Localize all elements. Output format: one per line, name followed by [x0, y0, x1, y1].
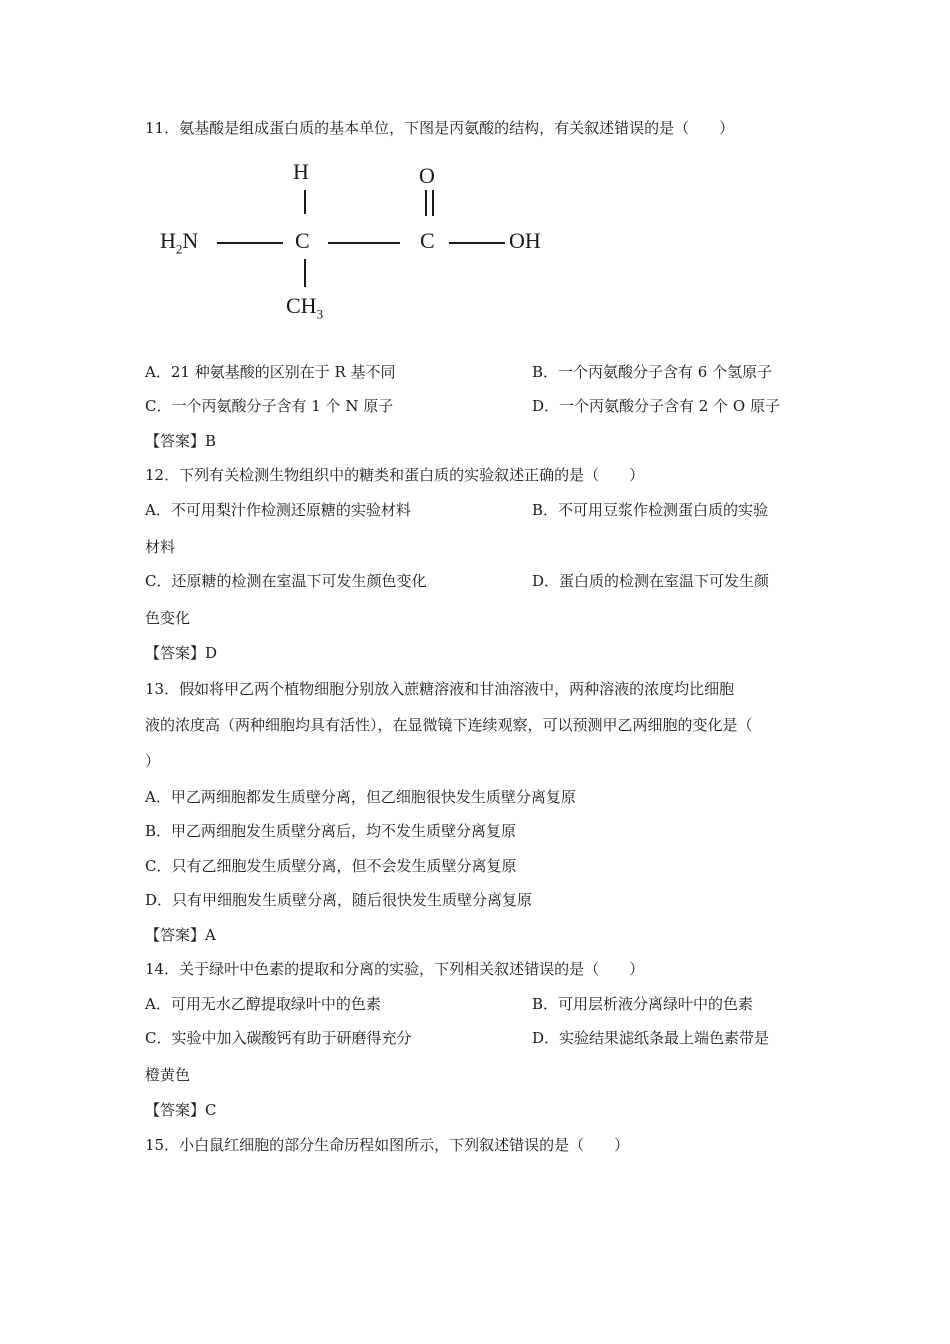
q14-option-b: B．可用层析液分离绿叶中的色素 — [532, 995, 754, 1013]
q11-stem: 11．氨基酸是组成蛋白质的基本单位，下图是丙氨酸的结构，有关叙述错误的是（ ） — [145, 119, 735, 137]
q13-stem-line3: ） — [145, 752, 161, 770]
q12-option-b: B．不可用豆浆作检测蛋白质的实验 — [532, 501, 769, 519]
q15-stem: 15．小白鼠红细胞的部分生命历程如图所示，下列叙述错误的是（ ） — [145, 1136, 630, 1154]
q14-option-d: D．实验结果滤纸条最上端色素带是 — [532, 1029, 770, 1047]
bond-c-h — [304, 190, 306, 214]
bond-c-ch3 — [304, 259, 306, 287]
amino-h: H — [160, 228, 176, 253]
q13-stem-line1: 13．假如将甲乙两个植物细胞分别放入蔗糖溶液和甘油溶液中，两种溶液的浓度均比细胞 — [145, 680, 735, 698]
carbonyl-oxygen: O — [419, 163, 435, 188]
hydrogen-top: H — [293, 159, 309, 184]
q13-answer: 【答案】A — [145, 926, 216, 944]
bond-n-c — [217, 242, 283, 244]
q12-option-a: A．不可用梨汁作检测还原糖的实验材料 — [145, 501, 411, 519]
q13-option-a: A．甲乙两细胞都发生质壁分离，但乙细胞很快发生质壁分离复原 — [145, 788, 576, 806]
amino-group — [160, 229, 198, 261]
q12-option-b-cont: 材料 — [145, 538, 176, 556]
q14-answer: 【答案】C — [145, 1101, 217, 1119]
q12-option-d: D．蛋白质的检测在室温下可发生颜 — [532, 572, 770, 590]
q13-option-b: B．甲乙两细胞发生质壁分离后，均不发生质壁分离复原 — [145, 822, 517, 840]
q14-option-a: A．可用无水乙醇提取绿叶中的色素 — [145, 995, 381, 1013]
q11-option-c: C．一个丙氨酸分子含有 1 个 N 原子 — [145, 397, 394, 415]
alpha-carbon: C — [295, 228, 310, 253]
q13-option-d: D．只有甲细胞发生质壁分离，随后很快发生质壁分离复原 — [145, 891, 533, 909]
q12-option-c: C．还原糖的检测在室温下可发生颜色变化 — [145, 572, 427, 590]
double-bond-right — [432, 190, 434, 216]
q14-option-d-cont: 橙黄色 — [145, 1066, 191, 1084]
carboxyl-carbon: C — [420, 228, 435, 253]
q11-option-a: A．21 种氨基酸的区别在于 R 基不同 — [145, 363, 396, 381]
q12-option-d-cont: 色变化 — [145, 609, 191, 627]
double-bond-left — [425, 190, 427, 216]
bond-c-c — [328, 242, 400, 244]
q13-option-c: C．只有乙细胞发生质壁分离，但不会发生质壁分离复原 — [145, 857, 517, 875]
amino-n: N — [182, 228, 199, 253]
q11-option-b: B．一个丙氨酸分子含有 6 个氢原子 — [532, 363, 773, 381]
methyl-subscript: 3 — [316, 306, 324, 322]
q11-answer: 【答案】B — [145, 432, 217, 450]
q12-answer: 【答案】D — [145, 644, 218, 662]
amino-subscript: 2 — [175, 241, 183, 257]
bond-c-oh — [449, 242, 505, 244]
methyl-group — [286, 294, 323, 326]
q12-stem: 12．下列有关检测生物组织中的糖类和蛋白质的实验叙述正确的是（ ） — [145, 466, 645, 484]
q14-option-c: C．实验中加入碳酸钙有助于研磨得充分 — [145, 1029, 412, 1047]
alanine-structure — [155, 158, 555, 328]
q14-stem: 14．关于绿叶中色素的提取和分离的实验，下列相关叙述错误的是（ ） — [145, 960, 645, 978]
methyl-ch: CH — [286, 293, 317, 318]
q11-option-d: D．一个丙氨酸分子含有 2 个 O 原子 — [532, 397, 780, 415]
q13-stem-line2: 液的浓度高（两种细胞均具有活性），在显微镜下连续观察，可以预测甲乙两细胞的变化是（ — [145, 716, 753, 734]
hydroxyl-group: OH — [509, 228, 541, 253]
